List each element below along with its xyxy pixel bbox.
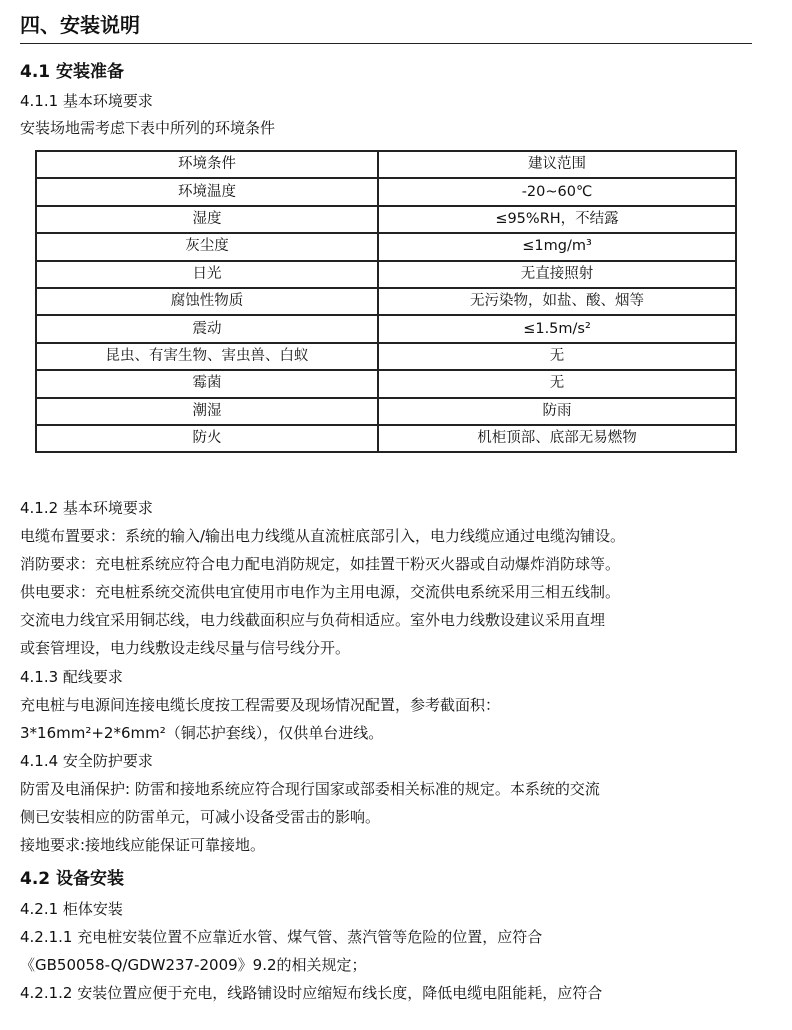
table-row bbox=[36, 398, 736, 425]
subsection-heading-4-1-4: 4.1.4 安全防护要求 bbox=[20, 752, 153, 770]
table-cell-condition: 霉菌 bbox=[36, 370, 378, 397]
table-cell-condition: 湿度 bbox=[36, 206, 378, 233]
paragraph-line: 4.2.1.1 充电桩安装位置不应靠近水管、煤气管、蒸汽管等危险的位置，应符合 bbox=[20, 928, 543, 946]
table-cell-range: ≤1mg/m³ bbox=[378, 233, 736, 260]
table-row bbox=[36, 288, 736, 315]
table-row bbox=[36, 370, 736, 397]
section-heading-4-1: 4.1 安装准备 bbox=[20, 62, 125, 82]
table-cell-range: -20~60℃ bbox=[378, 178, 736, 205]
paragraph-line: 4.2.1.2 安装位置应便于充电，线路铺设时应缩短布线长度，降低电缆电阻能耗，应符合 bbox=[20, 984, 603, 1002]
table-row bbox=[36, 233, 736, 260]
table-row bbox=[36, 178, 736, 205]
table-row bbox=[36, 315, 736, 342]
table-header-cell: 建议范围 bbox=[378, 151, 736, 178]
table-cell-range: 防雨 bbox=[378, 398, 736, 425]
table-cell-range: 机柜顶部、底部无易燃物 bbox=[378, 425, 736, 452]
paragraph-line: 交流电力线宜采用铜芯线，电力线截面积应与负荷相适应。室外电力线敷设建议采用直埋 bbox=[20, 611, 606, 629]
table-cell-condition: 腐蚀性物质 bbox=[36, 288, 378, 315]
paragraph-line: 电缆布置要求：系统的输入/输出电力线缆从直流桩底部引入，电力线缆应通过电缆沟铺设。 bbox=[20, 527, 626, 545]
table-cell-condition: 潮湿 bbox=[36, 398, 378, 425]
table-cell-range: 无直接照射 bbox=[378, 261, 736, 288]
table-cell-condition: 震动 bbox=[36, 315, 378, 342]
subsection-heading-4-2-1: 4.2.1 柜体安装 bbox=[20, 900, 123, 918]
table-cell-range: 无 bbox=[378, 370, 736, 397]
table-intro-text: 安装场地需考虑下表中所列的环境条件 bbox=[20, 119, 276, 137]
table-cell-range: ≤1.5m/s² bbox=[378, 315, 736, 342]
table-header-cell: 环境条件 bbox=[36, 151, 378, 178]
paragraph-line: 消防要求：充电桩系统应符合电力配电消防规定，如挂置干粉灭火器或自动爆炸消防球等。 bbox=[20, 555, 621, 573]
table-row bbox=[36, 261, 736, 288]
subsection-heading-4-1-3: 4.1.3 配线要求 bbox=[20, 668, 123, 686]
table-cell-condition: 防火 bbox=[36, 425, 378, 452]
paragraph-line: 《GB50058-Q/GDW237-2009》9.2的相关规定； bbox=[20, 956, 367, 974]
paragraph-line: 或套管埋设，电力线敷设走线尽量与信号线分开。 bbox=[20, 639, 351, 657]
chapter-title: 四、安装说明 bbox=[20, 13, 140, 37]
paragraph-line: 充电桩与电源间连接电缆长度按工程需要及现场情况配置，参考截面积： bbox=[20, 696, 501, 714]
subsection-heading-4-1-1: 4.1.1 基本环境要求 bbox=[20, 92, 153, 110]
subsection-heading-4-1-2: 4.1.2 基本环境要求 bbox=[20, 499, 153, 517]
table-cell-condition: 灰尘度 bbox=[36, 233, 378, 260]
paragraph-line: 接地要求:接地线应能保证可靠接地。 bbox=[20, 836, 266, 854]
chapter-divider bbox=[20, 43, 752, 44]
table-row bbox=[36, 343, 736, 370]
paragraph-line: 侧已安装相应的防雷单元，可减小设备受雷击的影响。 bbox=[20, 808, 381, 826]
table-cell-range: 无污染物，如盐、酸、烟等 bbox=[378, 288, 736, 315]
table-cell-condition: 环境温度 bbox=[36, 178, 378, 205]
paragraph-line: 3*16mm²+2*6mm²（铜芯护套线），仅供单台进线。 bbox=[20, 724, 384, 742]
paragraph-line: 供电要求：充电桩系统交流供电宜使用市电作为主用电源，交流供电系统采用三相五线制。 bbox=[20, 583, 621, 601]
paragraph-line: 防雷及电涌保护: 防雷和接地系统应符合现行国家或部委相关标准的规定。本系统的交流 bbox=[20, 780, 600, 798]
table-cell-condition: 日光 bbox=[36, 261, 378, 288]
table-cell-range: 无 bbox=[378, 343, 736, 370]
table-cell-condition: 昆虫、有害生物、害虫兽、白蚁 bbox=[36, 343, 378, 370]
section-heading-4-2: 4.2 设备安装 bbox=[20, 869, 125, 889]
table-row bbox=[36, 425, 736, 452]
table-header-row bbox=[36, 151, 736, 178]
table-row bbox=[36, 206, 736, 233]
table-cell-range: ≤95%RH，不结露 bbox=[378, 206, 736, 233]
environment-table bbox=[35, 150, 737, 453]
